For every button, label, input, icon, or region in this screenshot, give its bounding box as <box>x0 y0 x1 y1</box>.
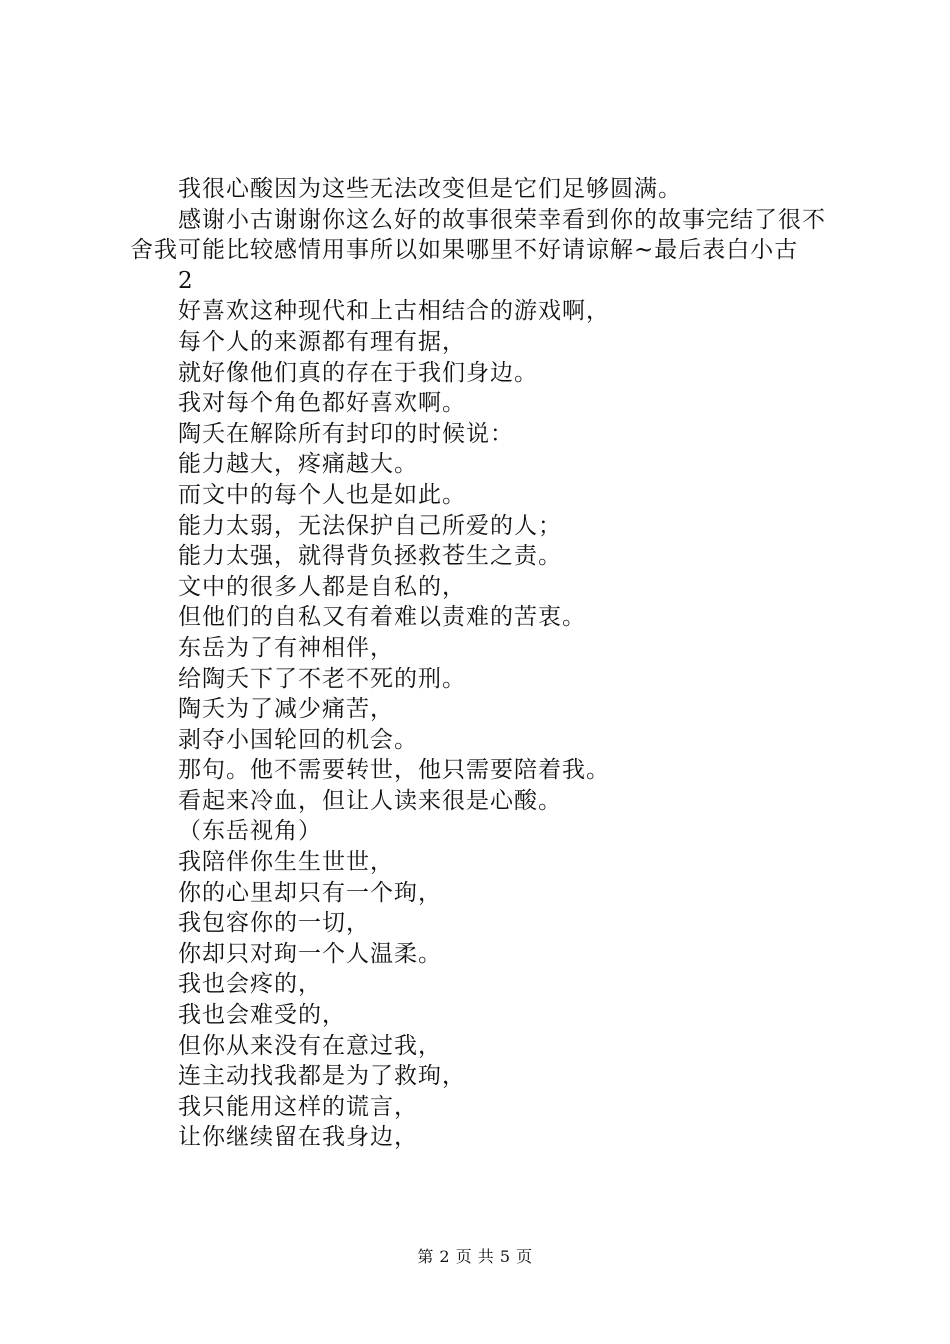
text-line: 我包容你的一切， <box>178 910 370 937</box>
text-line: 给陶夭下了不老不死的刑。 <box>178 665 466 692</box>
text-line: 我只能用这样的谎言， <box>178 1093 418 1120</box>
paragraph: 感谢小古谢谢你这么好的故事很荣幸看到你的故事完结了很不舍我可能比较感情用事所以如果哪里不好请谅解~最后表白小古 <box>130 206 826 264</box>
text-line: 能力越大，疼痛越大。 <box>178 451 418 478</box>
text-line: 剥夺小国轮回的机会。 <box>178 726 418 753</box>
text-line: 那句。他不需要转世，他只需要陪着我。 <box>178 757 610 784</box>
text-line: 我也会疼的， <box>178 971 322 998</box>
text-line: 就好像他们真的存在于我们身边。 <box>178 359 538 386</box>
text-line: 能力太强，就得背负拯救苍生之责。 <box>178 543 562 570</box>
text-line: 你却只对珣一个人温柔。 <box>178 940 442 967</box>
paragraph: 我很心酸因为这些无法改变但是它们足够圆满。 <box>178 176 682 202</box>
text-line: 让你继续留在我身边， <box>178 1124 418 1151</box>
text-line: 陶夭在解除所有封印的时候说： <box>178 420 514 447</box>
text-line: 你的心里却只有一个珣， <box>178 879 442 906</box>
text-line: 每个人的来源都有理有据， <box>178 328 466 355</box>
document-body <box>130 174 830 1153</box>
text-line: 我陪伴你生生世世， <box>178 849 394 876</box>
text-line: 好喜欢这种现代和上古相结合的游戏啊， <box>178 298 610 325</box>
page-number: 第 2 页 共 5 页 <box>417 1247 533 1266</box>
text-line: 连主动找我都是为了救珣， <box>178 1063 466 1090</box>
text-line: 陶夭为了减少痛苦， <box>178 696 394 723</box>
text-line: 我也会难受的， <box>178 1002 346 1029</box>
text-line: 我对每个角色都好喜欢啊。 <box>178 390 466 417</box>
text-line: 看起来冷血，但让人读来很是心酸。 <box>178 787 562 814</box>
text-line: 而文中的每个人也是如此。 <box>178 481 466 508</box>
text-line: 但你从来没有在意过我， <box>178 1032 442 1059</box>
text-line: 东岳为了有神相伴， <box>178 634 394 661</box>
text-line: 但他们的自私又有着难以责难的苦衷。 <box>178 604 586 631</box>
text-line: （东岳视角） <box>178 818 322 845</box>
text-line: 文中的很多人都是自私的， <box>178 573 466 600</box>
text-line: 2 <box>178 267 194 294</box>
page-footer <box>0 1244 950 1267</box>
text-line: 能力太弱，无法保护自己所爱的人； <box>178 512 562 539</box>
